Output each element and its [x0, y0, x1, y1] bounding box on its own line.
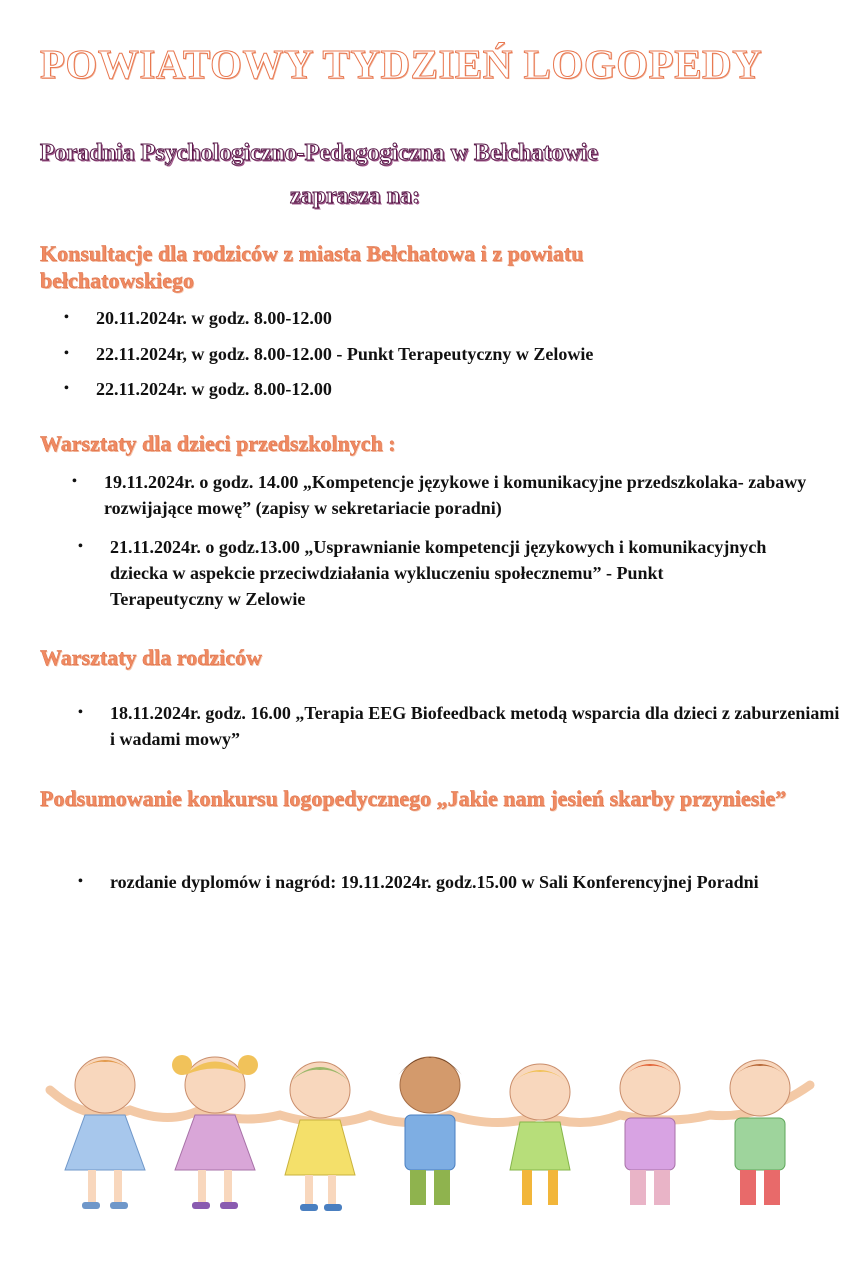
- list-item-text: 20.11.2024r. w godz. 8.00-12.00: [96, 308, 332, 328]
- list-item: [64, 305, 332, 331]
- children-illustration: [30, 1030, 830, 1230]
- child-figure: [285, 1062, 355, 1211]
- bullet-icon: •: [64, 381, 69, 396]
- page-title: POWIATOWY TYDZIEŃ LOGOPEDY: [40, 41, 763, 87]
- section-heading-parent-workshops: Warsztaty dla rodziców: [40, 645, 263, 670]
- child-figure: [398, 1057, 462, 1205]
- list-item: [64, 341, 594, 367]
- organization-name: Poradnia Psychologiczno-Pedagogiczna w Bełchatowie: [40, 140, 598, 166]
- list-item-text: 19.11.2024r. o godz. 14.00 „Kompetencje językowe i komunikacyjne przedszkolaka- zabawy rozwijające mowę” (zapisy w sekretariacie poradni): [104, 472, 807, 518]
- bullet-icon: •: [72, 474, 77, 489]
- list-item: [78, 534, 770, 612]
- bullet-icon: •: [78, 705, 83, 720]
- child-figure: [510, 1064, 570, 1205]
- child-figure: [65, 1057, 145, 1209]
- list-item-text: 21.11.2024r. o godz.13.00 „Usprawnianie kompetencji językowych i komunikacyjnych dziecka w aspekcie przeciwdziałania wykluczeniu społecznemu” - Punkt Terapeutyczny w Zelowie: [110, 537, 767, 609]
- section-heading-preschool-workshops: Warsztaty dla dzieci przedszkolnych :: [40, 431, 396, 456]
- invite-line: zaprasza na:: [290, 183, 420, 209]
- bullet-icon: •: [78, 539, 83, 554]
- list-item-text: 22.11.2024r. w godz. 8.00-12.00: [96, 379, 332, 399]
- list-item-text: rozdanie dyplomów i nagród: 19.11.2024r. godz.15.00 w Sali Konferencyjnej Poradni: [110, 872, 759, 892]
- list-item: [78, 700, 840, 752]
- list-item: [78, 869, 830, 895]
- child-figure: [620, 1060, 680, 1205]
- bullet-icon: •: [78, 874, 83, 889]
- list-item-text: 18.11.2024r. godz. 16.00 „Terapia EEG Biofeedback metodą wsparcia dla dzieci z zaburzeniami i wadami mowy”: [110, 703, 840, 749]
- bullet-icon: •: [64, 310, 69, 325]
- section-heading-consultations: Konsultacje dla rodziców z miasta Bełchatowa i z powiatu bełchatowskiego: [40, 241, 584, 293]
- list-item: [72, 469, 824, 521]
- list-item-text: 22.11.2024r, w godz. 8.00-12.00 - Punkt Terapeutyczny w Zelowie: [96, 344, 594, 364]
- list-item: [64, 376, 332, 402]
- section-heading-contest-summary: Podsumowanie konkursu logopedycznego „Jakie nam jesień skarby przyniesie”: [40, 786, 787, 811]
- child-figure: [730, 1060, 790, 1205]
- child-figure: [172, 1055, 258, 1209]
- bullet-icon: •: [64, 346, 69, 361]
